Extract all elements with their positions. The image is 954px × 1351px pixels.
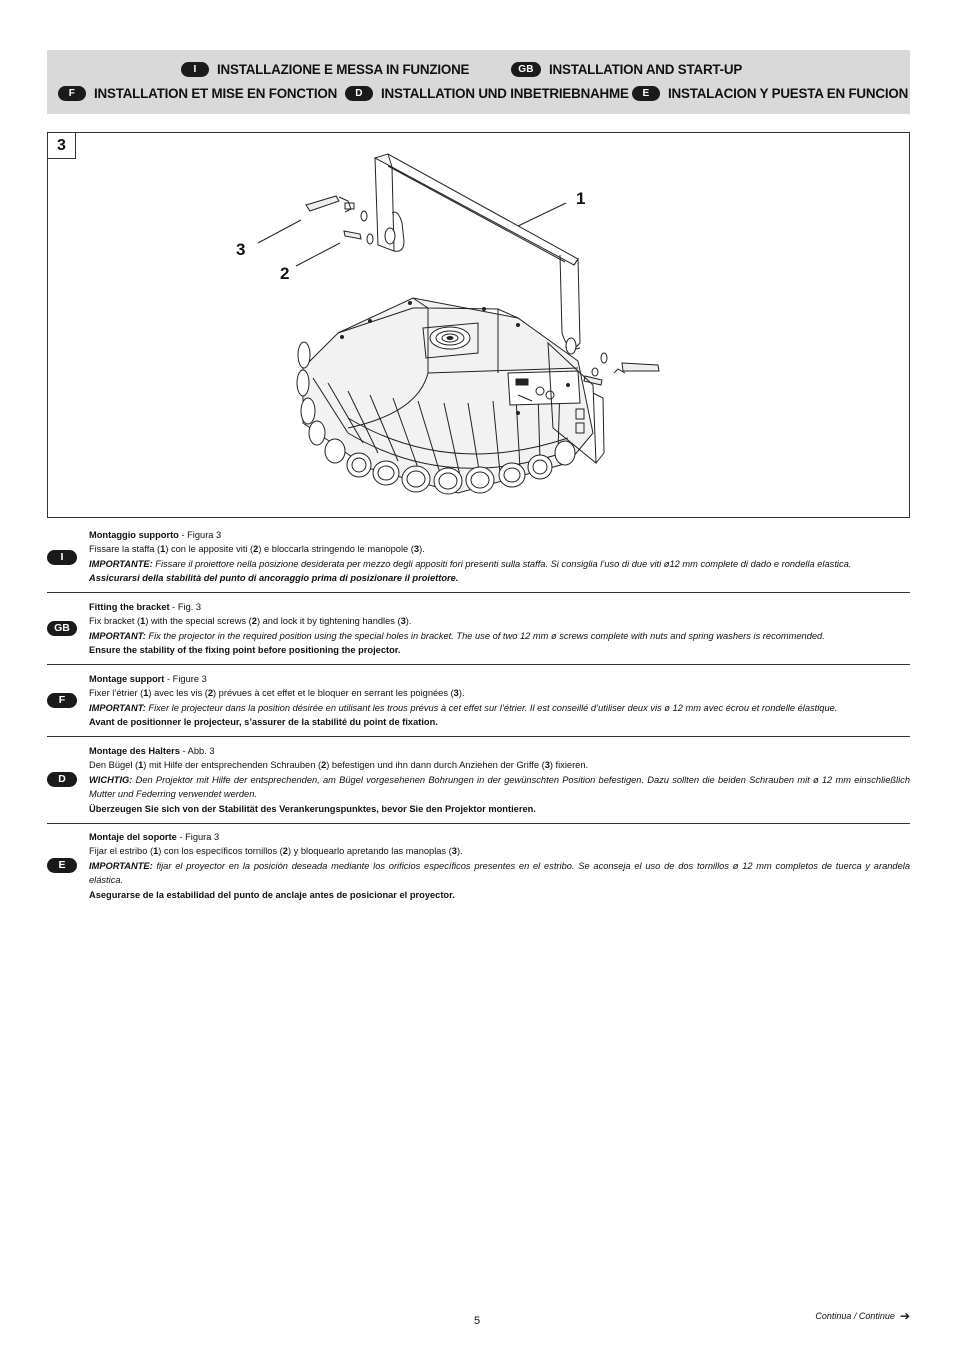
ref-num: 1 bbox=[160, 544, 166, 555]
ref-num: 2 bbox=[207, 688, 213, 699]
header-item-de bbox=[345, 86, 629, 101]
section-heading-ref: - Fig. 3 bbox=[169, 602, 202, 612]
header-item-es bbox=[632, 86, 908, 101]
section-heading: Montaggio supporto bbox=[89, 530, 179, 540]
section-heading: Fitting the bracket bbox=[89, 602, 170, 612]
ref-num: 3 bbox=[544, 760, 550, 771]
header-band bbox=[47, 50, 910, 114]
text-part: Den Bügel ( bbox=[89, 760, 139, 771]
text-part: ) con los específicos tornillos ( bbox=[158, 846, 283, 857]
ref-num: 3 bbox=[413, 544, 420, 555]
ref-num: 1 bbox=[138, 760, 144, 771]
section-fr bbox=[47, 664, 910, 736]
text-part: ) avec les vis ( bbox=[148, 688, 208, 699]
ref-num: 1 bbox=[153, 846, 159, 857]
ref-num: 2 bbox=[253, 544, 259, 555]
section-badge-de: D bbox=[47, 772, 77, 787]
text-part: Fissare la staffa ( bbox=[89, 544, 161, 555]
important-label: WICHTIG: bbox=[89, 774, 133, 785]
text-part: ) y bloquearlo apretando las manoplas ( bbox=[287, 846, 452, 857]
continue-link[interactable] bbox=[815, 1309, 910, 1323]
section-heading: Montaje del soporte bbox=[89, 832, 177, 842]
section-text-fr bbox=[89, 672, 910, 730]
ref-num: 2 bbox=[251, 616, 257, 627]
section-de bbox=[47, 736, 910, 823]
ref-num: 3 bbox=[453, 688, 459, 699]
header-title-es: INSTALACION Y PUESTA EN FUNCION bbox=[668, 86, 909, 101]
ref-num: 3 bbox=[400, 616, 406, 627]
section-heading: Montage support bbox=[89, 674, 165, 684]
header-title-de: INSTALLATION UND INBETRIEBNAHME bbox=[381, 86, 629, 101]
ref-num: 2 bbox=[282, 846, 288, 857]
right-handle-and-screw bbox=[584, 353, 659, 385]
important-label: IMPORTANTE: bbox=[89, 558, 153, 569]
lang-badge-de: D bbox=[345, 86, 373, 101]
text-part: Fijar el estribo ( bbox=[89, 846, 154, 857]
important-text: Den Projektor mit Hilfe der entsprechenden, am Bügel vorgesehenen Bohrungen in der gewünschten Position befestigen. Dazu sollten die beiden Schrauben mit ø 12 mm einschließlich Mutter und Federring verwendet werden. bbox=[89, 774, 910, 800]
section-es bbox=[47, 823, 910, 903]
section-heading-ref: - Figura 3 bbox=[176, 832, 220, 842]
text-part: ) mit Hilfe der entsprechenden Schrauben ( bbox=[143, 760, 322, 771]
header-title-it: INSTALLAZIONE E MESSA IN FUNZIONE bbox=[217, 62, 470, 77]
projector-bracket-illustration bbox=[48, 133, 909, 517]
text-part: ) fixieren. bbox=[549, 760, 589, 771]
final-note: Asegurarse de la estabilidad del punto de anclaje antes de posicionar el proyector. bbox=[89, 889, 455, 900]
section-heading: Montage des Halters bbox=[89, 746, 180, 756]
final-note: Avant de positionner le projecteur, s’assurer de la stabilité du point de fixation. bbox=[89, 717, 438, 728]
important-text: Fix the projector in the required position using the special holes in bracket. The use of two 12 mm ø screws complete with nuts and spring washers is recommended. bbox=[145, 630, 825, 641]
continue-text: Continua / Continue bbox=[815, 1311, 895, 1321]
lang-badge-it: I bbox=[181, 62, 209, 77]
section-text-de bbox=[89, 744, 910, 816]
important-text: Fissare il proiettore nella posizione desiderata per mezzo degli appositi fori presenti sulla staffa. Si consiglia l’uso di due viti ø12 mm complete di dado e rondella elastica. bbox=[152, 558, 852, 569]
callout-3: 3 bbox=[236, 240, 246, 259]
callout-1: 1 bbox=[576, 189, 586, 208]
header-item-gb bbox=[511, 62, 742, 77]
arrow-right-icon: ➔ bbox=[899, 1309, 910, 1323]
text-part: Fixer l’étrier ( bbox=[89, 688, 144, 699]
header-title-fr: INSTALLATION ET MISE EN FONCTION bbox=[94, 86, 338, 101]
text-part: Fix bracket ( bbox=[89, 616, 141, 627]
text-part: ) and lock it by tightening handles ( bbox=[256, 616, 401, 627]
important-text: fijar el proyector en la posición deseada mediante los orificios específicos presentes en el estribo. Se aconseja el uso de dos tornillos ø 12 mm completos de tuerca y arandela elástica. bbox=[89, 860, 910, 886]
section-text-gb bbox=[89, 600, 910, 658]
header-item-it bbox=[181, 62, 469, 77]
text-part: ) befestigen und ihn dann durch Anziehen der Griffe ( bbox=[326, 760, 545, 771]
section-badge-es: E bbox=[47, 858, 77, 873]
final-note: Assicurarsi della stabilità del punto di ancoraggio prima di posizionare il proiettore. bbox=[89, 573, 459, 584]
section-text-it bbox=[89, 528, 910, 586]
section-gb bbox=[47, 592, 910, 664]
header-title-gb: INSTALLATION AND START-UP bbox=[549, 62, 743, 77]
text-part: ) prévues à cet effet et le bloquer en serrant les poignées ( bbox=[213, 688, 454, 699]
section-badge-fr: F bbox=[47, 693, 77, 708]
important-label: IMPORTANT: bbox=[89, 630, 146, 641]
text-part: ). bbox=[456, 846, 463, 857]
ref-num: 1 bbox=[143, 688, 149, 699]
callout-2: 2 bbox=[280, 264, 290, 283]
text-part: ) con le apposite viti ( bbox=[165, 544, 254, 555]
final-note: Überzeugen Sie sich von der Stabilität des Verankerungspunktes, bevor Sie den Projektor montieren. bbox=[89, 803, 536, 814]
page-number: 5 bbox=[473, 1315, 481, 1327]
section-heading-ref: - Figure 3 bbox=[164, 674, 207, 684]
important-label: IMPORTANTE: bbox=[89, 860, 153, 871]
section-text-es bbox=[89, 830, 910, 902]
header-item-fr bbox=[58, 86, 337, 101]
figure-box bbox=[47, 132, 910, 518]
text-part: ). bbox=[405, 616, 412, 627]
section-badge-it: I bbox=[47, 550, 77, 565]
section-badge-gb: GB bbox=[47, 621, 77, 636]
final-note: Ensure the stability of the fixing point before positioning the projector. bbox=[89, 645, 401, 656]
section-it bbox=[47, 527, 910, 593]
lang-badge-es: E bbox=[632, 86, 660, 101]
lang-badge-fr: F bbox=[58, 86, 86, 101]
section-heading-ref: - Abb. 3 bbox=[179, 746, 215, 756]
ref-num: 3 bbox=[451, 846, 457, 857]
left-handle-and-screw bbox=[306, 196, 373, 244]
important-text: Fixer le projecteur dans la position désirée en utilisant les trous prévus à cet effet sur l’étrier. Il est conseillé d’utiliser deux vis ø 12 mm avec écrou et rondelle élastique. bbox=[145, 702, 838, 713]
text-part: ) with the special screws ( bbox=[145, 616, 252, 627]
section-heading-ref: - Figura 3 bbox=[178, 530, 222, 540]
figure-number: 3 bbox=[48, 133, 76, 159]
text-part: ). bbox=[419, 544, 425, 555]
important-label: IMPORTANT: bbox=[89, 702, 146, 713]
lang-badge-gb: GB bbox=[511, 62, 541, 77]
text-part: ) e bloccarla stringendo le manopole ( bbox=[258, 544, 414, 555]
ref-num: 1 bbox=[140, 616, 146, 627]
ref-num: 2 bbox=[321, 760, 327, 771]
text-part: ). bbox=[458, 688, 465, 699]
